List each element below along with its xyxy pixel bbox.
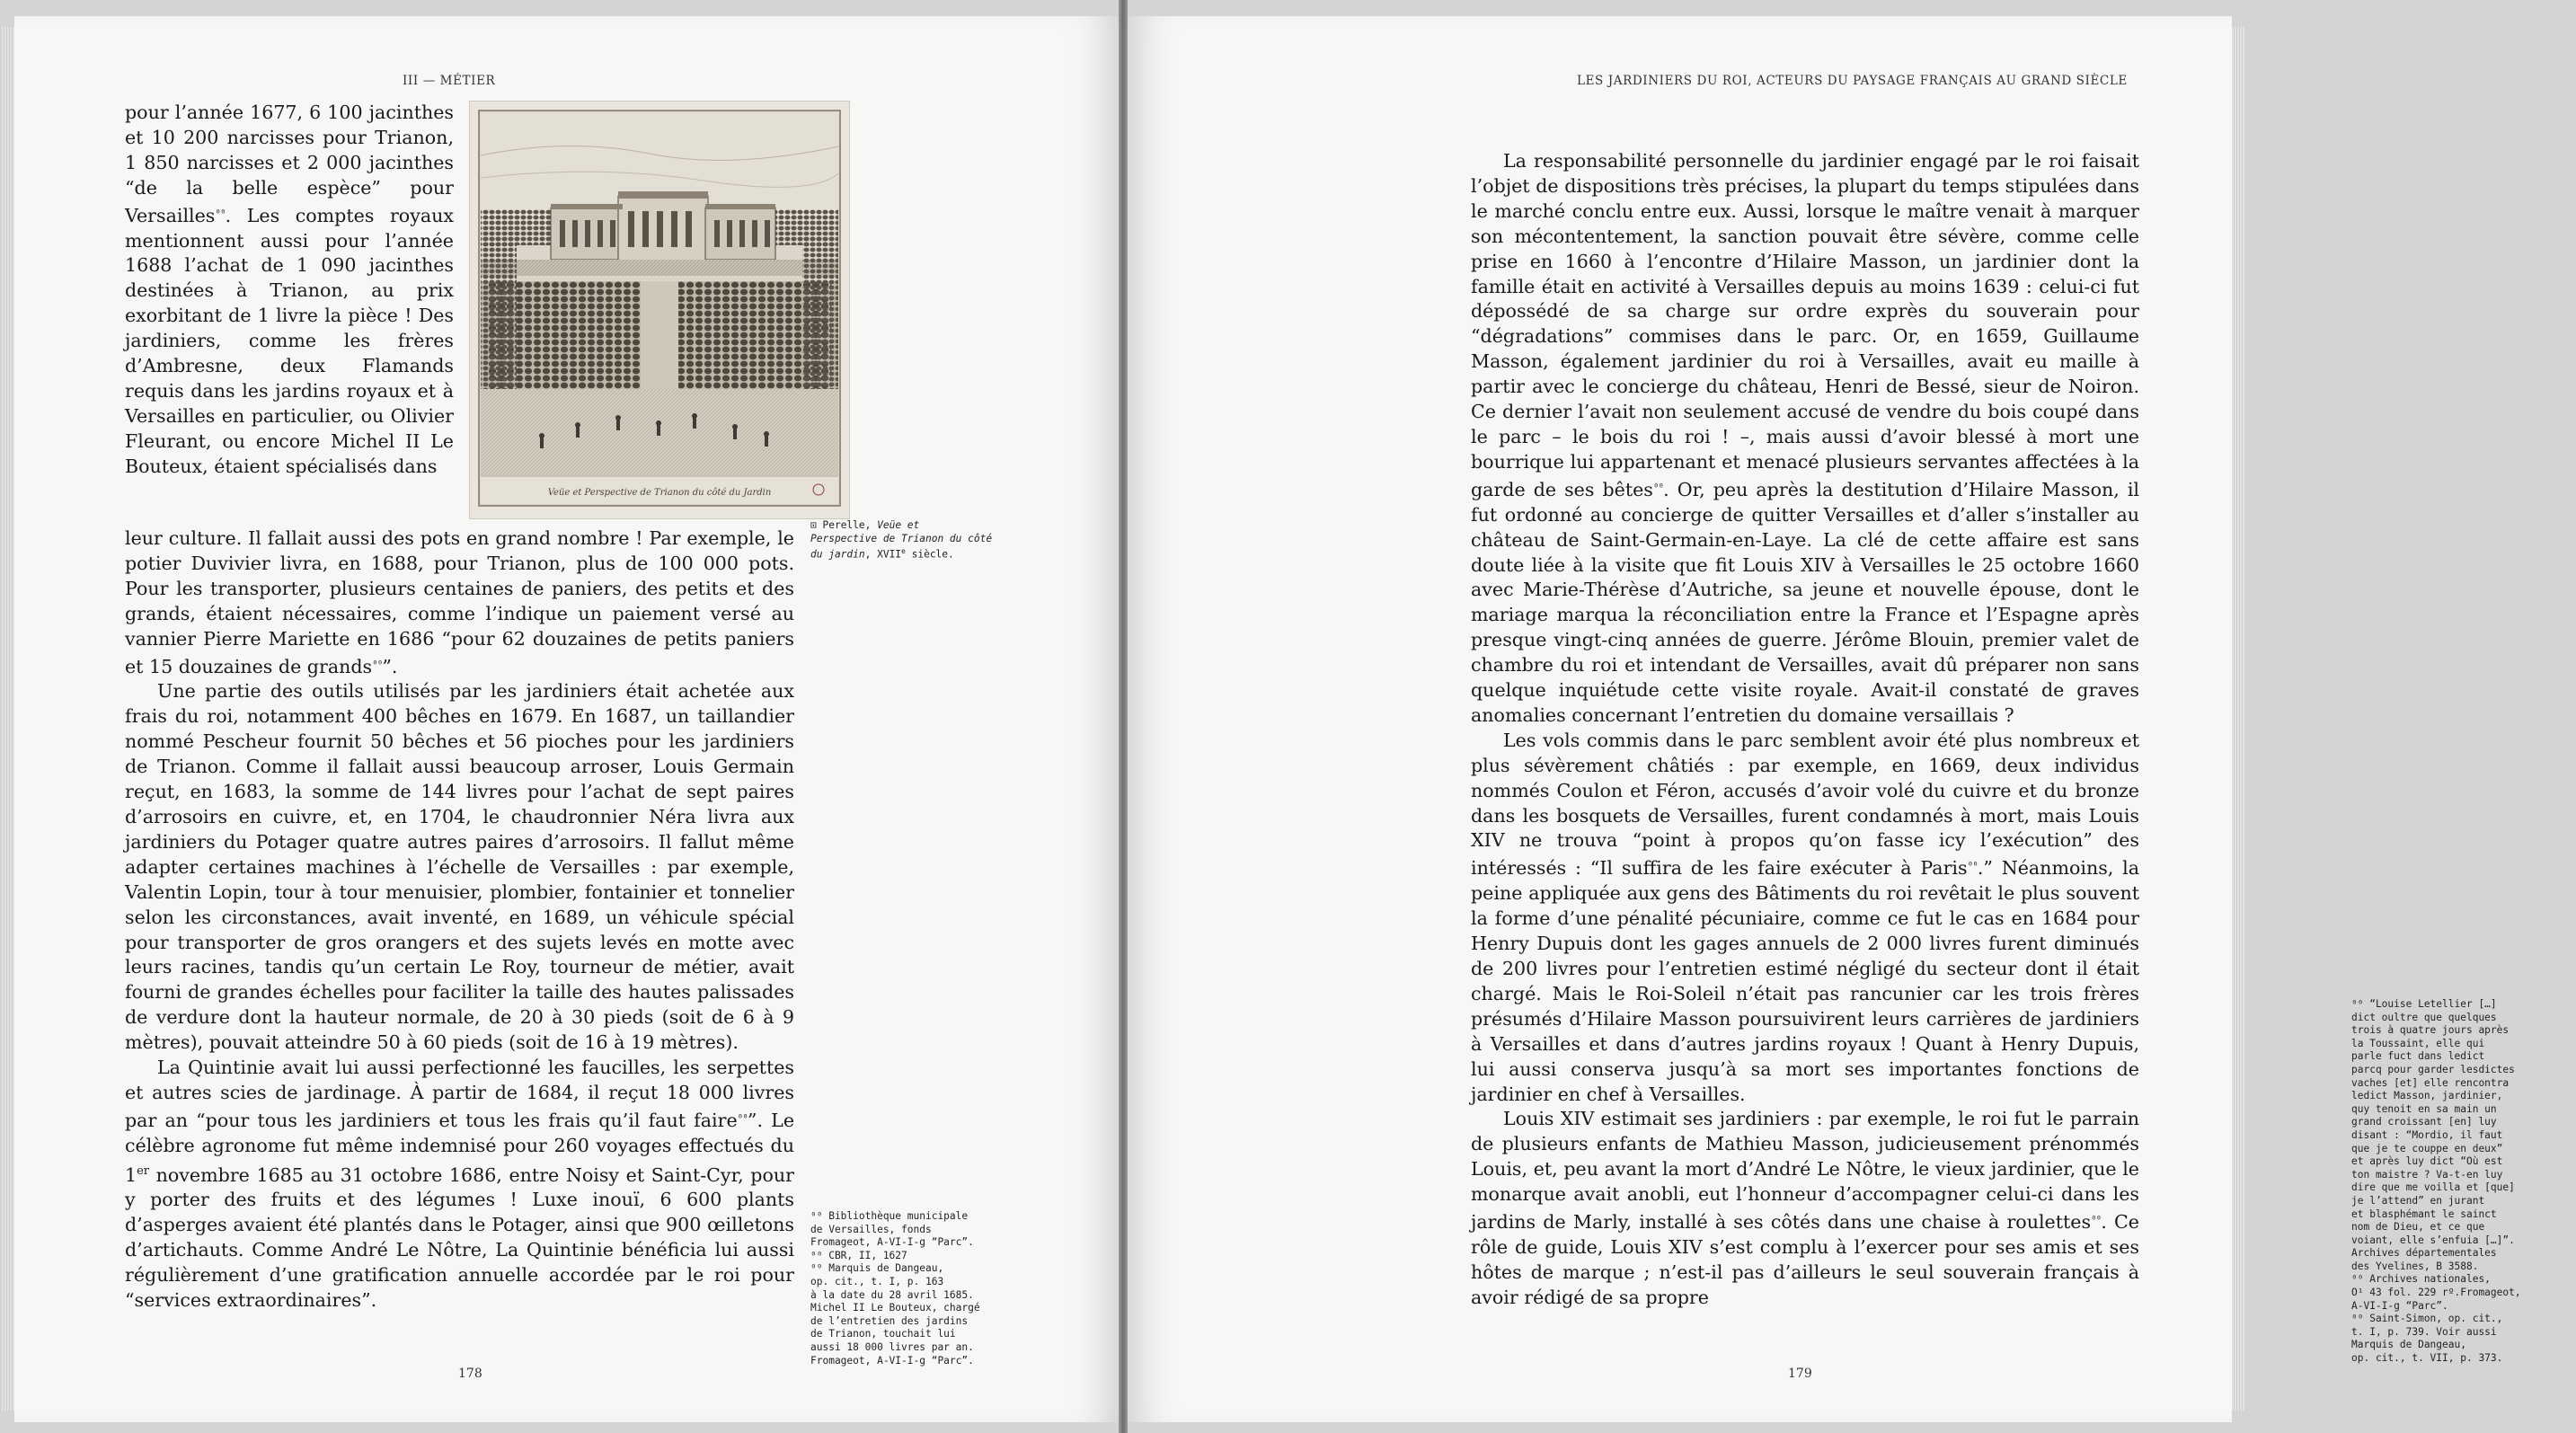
paragraph-right-2: Les vols commis dans le parc semblent avoir été plus nombreux et plus sévèrement châtiés : par exemple, en 1669, deux individus nommés Coulon et Féron, accusés d’avoir volé du cuivre et du bronze dans les bosquets de Versailles, furent condamnés à mort, mais Louis XIV ne trouva “point à propos qu’on fasse icy l’exécution” des intéressés : “Il suffira de les faire exécuter à Paris$^{^{00}}$.” Néanmoins, la peine appliquée aux gens des Bâtiments du roi revêtait le plus souvent la forme d’une pénalité pécuniaire, comme ce fut le cas en 1684 pour Henry Dupuis dont les gages annuels de 2 000 livres furent diminués de 200 livres pour l’entretien estimé négligé du secteur dont il était chargé. Mais le Roi-Soleil n’était pas rancunier car les trois frères présumés d’Hilaire Masson poursuivirent leurs carrières de jardiniers à Versailles et dans d’autres jardins royaux ! Quant à Henry Dupuis, lui aussi conserva jusqu’à sa mort ses importantes fonctions de jardinier en chef à Versailles. bbox=[1471, 729, 2139, 1105]
footnote-right-line: quy tenoit en sa main un bbox=[2351, 1102, 2497, 1115]
folio-left: 178 bbox=[458, 1367, 482, 1381]
footnote-right-line: et après luy dict “Où est bbox=[2351, 1155, 2503, 1168]
engraving-caption: Veüe et Perspective de Trianon du côté du Jardin bbox=[547, 488, 772, 498]
footnote-left-line: op. cit., t. I, p. 163 bbox=[810, 1275, 944, 1287]
right-page bbox=[1128, 16, 2521, 1422]
footnote-right-line: parle fuct dans ledict bbox=[2351, 1050, 2485, 1063]
footnote-left-line: ⁰⁰ Bibliothèque municipale bbox=[810, 1210, 969, 1222]
footnote-right-line: ⁰⁰ Archives nationales, bbox=[2351, 1273, 2491, 1286]
body-text-left-wide bbox=[125, 526, 794, 1314]
footnote-right-line: des Yvelines, B 3588. bbox=[2351, 1260, 2479, 1272]
book-gutter bbox=[1119, 0, 1128, 1433]
body-text-left-narrow bbox=[125, 101, 454, 480]
footnote-right-line: Marquis de Dangeau, bbox=[2351, 1339, 2466, 1351]
footnote-right-line: grand croissant [en] luy bbox=[2351, 1116, 2497, 1128]
figure-caption bbox=[810, 519, 1035, 562]
footnote-left-line: Fromageot, A-VI-I-g “Parc”. bbox=[810, 1236, 974, 1249]
footnote-right-line: nom de Dieu, et ce que bbox=[2351, 1221, 2485, 1234]
paragraph-1-start: pour l’année 1677, 6 100 jacinthes et 10 200 narcisses pour Trianon, 1 850 narcisses et 2 000 jacinthes “de la belle espèce” pour Versailles$^{^{00}}$. Les comptes royaux mentionnent aussi pour l’année 1688 l’achat de 1 090 jacinthes destinées à Trianon, au prix exorbitant de 1 livre la pièce ! Des jardiniers, comme les frères d’Ambresne, deux Flamands requis dans les jardins royaux et à Versailles en particulier, ou Olivier Fleurant, ou encore Michel II Le Bouteux, étaient spécialisés dans bbox=[125, 102, 454, 477]
page-edges-right bbox=[2232, 27, 2244, 1411]
footnote-right-line: trois à quatre jours après bbox=[2351, 1024, 2510, 1037]
footnote-left-line: aussi 18 000 livres par an. bbox=[810, 1340, 974, 1353]
footnote-left-line: Michel II Le Bouteux, chargé bbox=[810, 1302, 980, 1314]
footnote-left-line: à la date du 28 avril 1685. bbox=[810, 1288, 974, 1301]
caption-line-1: ⊡ Perelle, Veüe et bbox=[810, 519, 920, 531]
footnote-right-line: vaches [et] elle rencontra bbox=[2351, 1076, 2510, 1089]
footnote-right-line: ⁰⁰ Saint-Simon, op. cit., bbox=[2351, 1313, 2503, 1325]
footnotes-right bbox=[2351, 998, 2576, 1366]
footnote-right-line: voiant, elle s’enfuia […]”. bbox=[2351, 1234, 2515, 1246]
footnote-right-line: ton maistre ? Va-t-en luy bbox=[2351, 1168, 2503, 1181]
paragraph-right-1: La responsabilité personnelle du jardinier engagé par le roi faisait l’objet de dispositions très précises, la plupart du temps stipulées dans le marché conclu entre eux. Aussi, lorsque le maître venait à marquer son mécontentement, la sanction pouvait être sévère, comme celle prise en 1660 à l’encontre d’Hilaire Masson, un jardinier dont la famille était en activité à Versailles depuis au moins 1639 : celui-ci fut dépossédé de sa charge sur ordre exprès du souverain pour “dégradations” commises dans le parc. Or, en 1659, Guillaume Masson, également jardinier du roi à Versailles, avait eu maille à partir avec le concierge du château, Henri de Bessé, sieur de Noiron. Ce dernier l’avait non seulement accusé de vendre du bois coupé dans le parc – le bois du roi ! –, mais aussi d’avoir blessé à mort une bourrique lui appartenant et menacé plusieurs servantes affectées à la garde de ses bêtes$^{^{00}}$. Or, peu après la destitution d’Hilaire Masson, il fut ordonné au concierge de quitter Versailles et d’aller s’installer au château de Saint-Germain-en-Laye. La clé de cette affaire est sans doute liée à la visite que fit Louis XIV à Versailles le 25 octobre 1660 avec Marie-Thérèse d’Autriche, sa jeune et nouvelle épouse, dont le mariage marqua la réconciliation entre la France et l’Espagne après presque vingt-cinq années de guerre. Jérôme Blouin, premier valet de chambre du roi et intendant de Versailles, avait dû préparer non sans quelque inquiétude cette visite royale. Avait-il constaté de graves anomalies concernant l’entretien du domaine versaillais ? bbox=[1471, 150, 2139, 726]
running-head-left: III — MÉTIER bbox=[403, 74, 496, 88]
footnote-right-line: O¹ 43 fol. 229 rº.Fromageot, bbox=[2351, 1287, 2521, 1299]
footnote-right-line: dict oultre que quelques bbox=[2351, 1011, 2497, 1023]
footnotes-left bbox=[810, 1210, 990, 1367]
body-text-right bbox=[1471, 149, 2139, 1311]
footnote-left-line: ⁰⁰ CBR, II, 1627 bbox=[810, 1249, 907, 1261]
paragraph-right-3: Louis XIV estimait ses jardiniers : par exemple, le roi fut le parrain de plusieurs enfants de Mathieu Masson, judicieusement prénommés Louis, et, peu avant la mort d’André Le Nôtre, le vieux jardinier, que le monarque avait anobli, eut l’honneur d’accompagner celui-ci dans les jardins de Marly, installé à ses côtés dans une chaise à roulettes$^{^{00}}$. Ce rôle de guide, Louis XIV s’est complu à l’exercer pour ses amis et ses hôtes de marque ; n’est-il pas d’ailleurs le seul souverain français à avoir rédigé de sa propre bbox=[1471, 1108, 2139, 1308]
running-head-right: LES JARDINIERS DU ROI, ACTEURS DU PAYSAGE FRANÇAIS AU GRAND SIÈCLE bbox=[1577, 74, 2128, 88]
footnote-right-line: ledict Masson, jardinier, bbox=[2351, 1090, 2503, 1102]
engraving-image bbox=[469, 101, 850, 519]
folio-right: 179 bbox=[1788, 1367, 1812, 1381]
footnote-right-line: que je te couppe en deux” bbox=[2351, 1142, 2503, 1154]
paragraph-2: Une partie des outils utilisés par les jardiniers était achetée aux frais du roi, notamment 400 bêches en 1679. En 1687, un taillandier nommé Pescheur fournit 50 bêches et 56 pioches pour les jardiniers de Trianon. Comme il fallait aussi beaucoup arroser, Louis Germain reçut, en 1683, la somme de 144 livres pour l’achat de sept paires d’arrosoirs en cuivre, et, en 1704, le chaudronnier Néra livra aux jardiniers du Potager quatre autres paires d’arrosoirs. Il fallut même adapter certaines machines à l’échelle de Versailles : par exemple, Valentin Lopin, tour à tour menuisier, plombier, fontainier et tonnelier selon les circonstances, avait inventé, en 1689, un véhicule spécial pour transporter de gros orangers et des sujets levés en motte avec leurs racines, tandis qu’un certain Le Roy, tourneur de métier, avait fourni de grandes échelles pour faciliter la taille des hautes palissades de verdure dont la hauteur normale, de 20 à 30 pieds (soit de 6 à 9 mètres), pouvait atteindre 50 à 60 pieds (soit de 16 à 19 mètres). bbox=[125, 680, 794, 1054]
footnote-left-line: ⁰⁰ Marquis de Dangeau, bbox=[810, 1262, 944, 1275]
footnote-right-line: dire que me voilla et [que] bbox=[2351, 1181, 2515, 1194]
footnote-right-line: la Toussaint, elle qui bbox=[2351, 1037, 2485, 1049]
footnote-left-line: de Trianon, touchait lui bbox=[810, 1328, 956, 1340]
page-edges-left bbox=[2, 27, 14, 1411]
footnote-left-line: Fromageot, A-VI-I-g “Parc”. bbox=[810, 1354, 974, 1367]
caption-line-2: Perspective de Trianon du côté bbox=[810, 532, 993, 544]
footnote-right-line: A-VI-I-g “Parc”. bbox=[2351, 1299, 2448, 1312]
footnote-right-line: disant : “Mordio, il faut bbox=[2351, 1128, 2503, 1141]
footnote-right-line: t. I, p. 739. Voir aussi bbox=[2351, 1325, 2497, 1338]
footnote-right-line: et blasphémant le sainct bbox=[2351, 1207, 2497, 1220]
footnote-right-line: ⁰⁰ “Louise Letellier […] bbox=[2351, 998, 2497, 1010]
footnote-right-line: parcq pour garder lesdictes bbox=[2351, 1063, 2515, 1075]
paragraph-3: La Quintinie avait lui aussi perfectionné les faucilles, les serpettes et autres scies de jardinage. À partir de 1684, il reçut 18 000 livres par an “pour tous les jardiniers et tous les frais qu’il faut faire$^{^{00}}$”. Le célèbre agronome fut même indemnisé pour 260 voyages effectués du 1er novembre 1685 au 31 octobre 1686, entre Noisy et Saint-Cyr, pour y porter des fruits et des légumes ! Luxe inouï, 6 600 plants d’asperges avaient été plantés dans le Potager, ainsi que 900 œilletons d’artichauts. Comme André Le Nôtre, La Quintinie bénéficia lui aussi régulièrement d’une gratification annuelle accordée par le roi pour “services extraordinaires”. bbox=[125, 1057, 795, 1312]
footnote-right-line: Archives départementales bbox=[2351, 1247, 2497, 1260]
footnote-left-line: de l’entretien des jardins bbox=[810, 1314, 969, 1327]
footnote-right-line: je l’attend” en jurant bbox=[2351, 1194, 2485, 1207]
caption-line-3: du jardin, XVIIe siècle. bbox=[810, 547, 954, 561]
footnote-right-line: op. cit., t. VII, p. 373. bbox=[2351, 1352, 2503, 1365]
footnote-left-line: de Versailles, fonds bbox=[810, 1223, 932, 1235]
left-page bbox=[14, 16, 1119, 1422]
paragraph-1-end: leur culture. Il fallait aussi des pots en grand nombre ! Par exemple, le potier Duvivier livra, en 1688, pour Trianon, plus de 100 000 pots. Pour les transporter, plusieurs centaines de paniers, des petits et des grands, étaient nécessaires, comme l’indique un paiement versé au vannier Pierre Mariette en 1686 “pour 62 douzaines de petits paniers et 15 douzaines de grands$^{^{00}}$”. bbox=[125, 527, 794, 677]
